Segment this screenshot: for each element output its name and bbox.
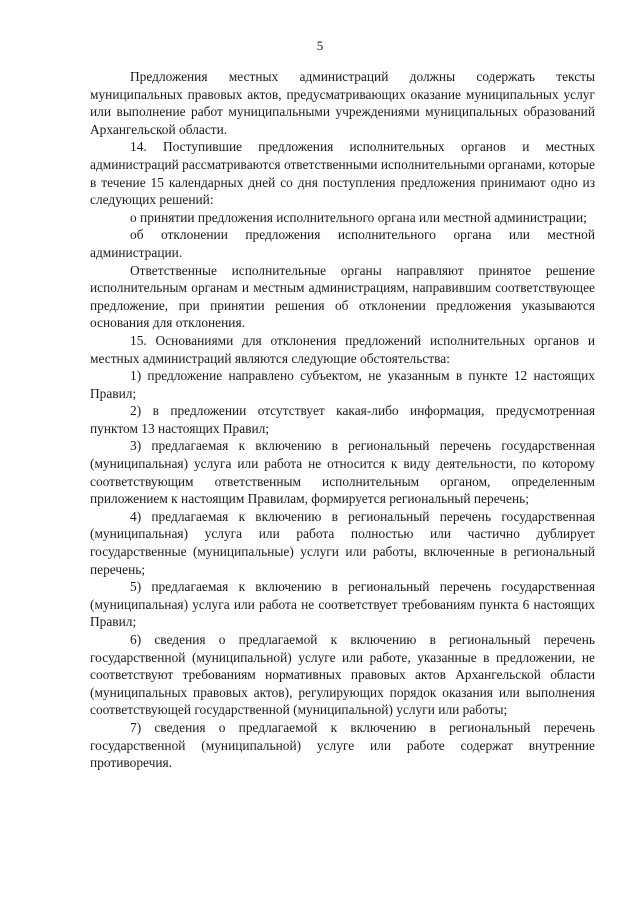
document-body xyxy=(90,68,595,772)
paragraph-item-14: 14. Поступившие предложения исполнительных органов и местных администраций рассматриваются ответственными исполнительными органами, которые в течение 15 календарных дней со дня поступления предложения принимают одно из следующих решений: xyxy=(90,139,595,208)
paragraph-ground-3: 3) предлагаемая к включению в региональный перечень государственная (муниципальная) услуга или работа не относится к виду деятельности, по которому соответствующим ответственным исполнительным органом, определенным приложением к настоящим Правилам, формируется региональный перечень; xyxy=(90,438,595,507)
paragraph-local-admin-proposals: Предложения местных администраций должны содержать тексты муниципальных правовых актов, предусматривающих оказание муниципальных услуг или выполнение работ муниципальными учреждениями муниципальных образований Архангельской области. xyxy=(90,69,595,137)
paragraph-ground-7: 7) сведения о предлагаемой к включению в региональный перечень государственной (муниципальной) услуге или работе содержат внутренние противоречия. xyxy=(90,719,595,771)
paragraph-responsible-bodies: Ответственные исполнительные органы направляют принятое решение исполнительным органам и местным администрациям, направившим соответствующее предложение, при принятии решения об отклонении предложения указываются основания для отклонения. xyxy=(90,262,595,331)
paragraph-ground-5: 5) предлагаемая к включению в региональный перечень государственная (муниципальная) услуга или работа не соответствует требованиям пункта 6 настоящих Правил; xyxy=(90,579,595,630)
page-number: 5 xyxy=(316,38,324,53)
paragraph-ground-2: 2) в предложении отсутствует какая-либо информация, предусмотренная пунктом 13 настоящих Правил; xyxy=(90,403,595,436)
paragraph-decision-accept: о принятии предложения исполнительного органа или местной администрации; xyxy=(130,209,587,225)
paragraph-decision-reject: об отклонении предложения исполнительного органа или местной администрации. xyxy=(90,227,595,260)
paragraph-ground-6: 6) сведения о предлагаемой к включению в региональный перечень государственной (муниципальной) услуге или работе, указанные в предложении, не соответствуют требованиям нормативных правовых актов Архангельской области (муниципальных правовых актов), регулирующих порядок оказания или выполнения соответствующей государственной (муниципальной) услуги или работы; xyxy=(90,632,595,718)
paragraph-item-15: 15. Основаниями для отклонения предложений исполнительных органов и местных администраций являются следующие обстоятельства: xyxy=(90,332,595,366)
paragraph-ground-4: 4) предлагаемая к включению в региональный перечень государственная (муниципальная) услуга или работа полностью или частично дублирует государственные (муниципальные) услуги или работы, включенные в региональный перечень; xyxy=(90,508,595,577)
paragraph-ground-1: 1) предложение направлено субъектом, не указанным в пункте 12 настоящих Правил; xyxy=(90,368,595,401)
